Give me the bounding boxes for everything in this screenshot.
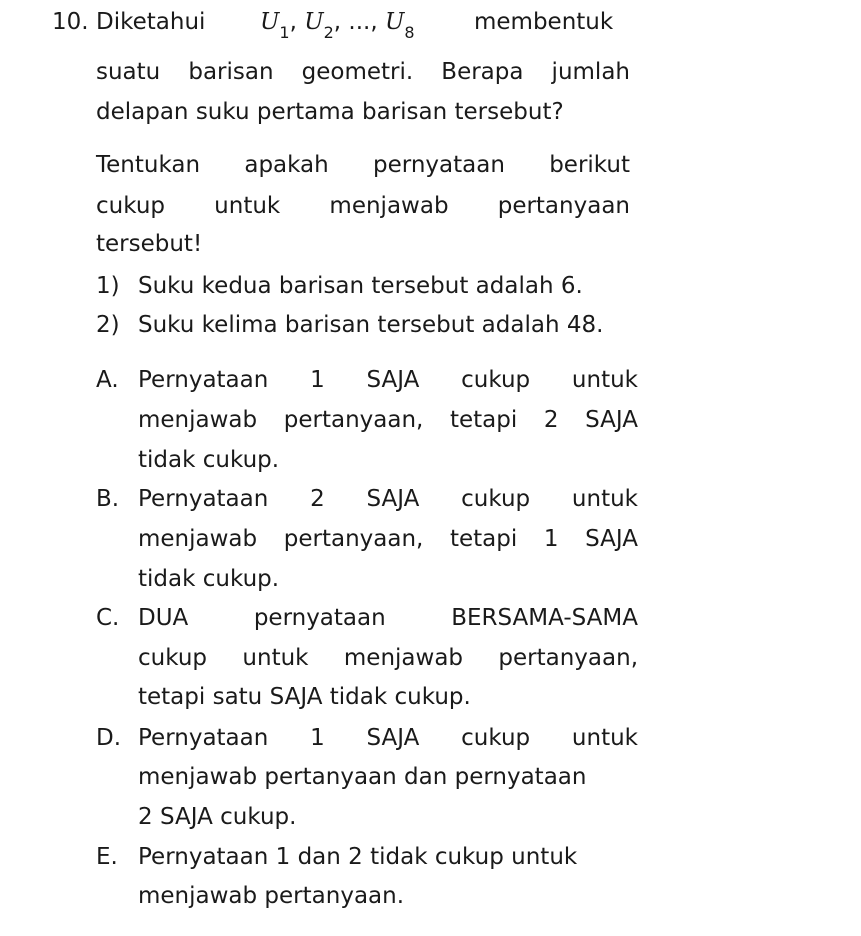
option-c-line: DUA pernyataan BERSAMA-SAMA	[138, 605, 638, 631]
option-a-label: A.	[96, 367, 119, 393]
instruction-line-1: Tentukan apakah pernyataan berikut	[96, 152, 630, 178]
math-symbol: U	[384, 9, 405, 35]
math-sub-2: 2	[323, 23, 334, 42]
option-c-label: C.	[96, 605, 120, 631]
instruction-line-2: cukup untuk menjawab pertanyaan	[96, 193, 630, 219]
question-intro-word: Diketahui	[96, 9, 206, 35]
option-c-line: cukup untuk menjawab pertanyaan,	[138, 645, 638, 671]
option-e-label: E.	[96, 844, 118, 870]
statement-text: Suku kedua barisan tersebut adalah 6.	[138, 273, 583, 299]
option-c-line: tetapi satu SAJA tidak cukup.	[138, 684, 471, 710]
instruction-line-3: tersebut!	[96, 231, 203, 257]
math-sub-1: 1	[279, 23, 290, 42]
option-b-line: menjawab pertanyaan, tetapi 1 SAJA	[138, 526, 638, 552]
statement-label: 1)	[96, 273, 120, 299]
math-sub-8: 8	[404, 23, 415, 42]
option-a-line: menjawab pertanyaan, tetapi 2 SAJA	[138, 407, 638, 433]
option-b-line: tidak cukup.	[138, 566, 280, 592]
option-d-label: D.	[96, 725, 122, 751]
option-d-line: 2 SAJA cukup.	[138, 804, 297, 830]
math-symbol: U	[260, 9, 280, 35]
question-number: 10.	[52, 9, 89, 35]
question-line-2: suatu barisan geometri. Berapa jumlah	[96, 59, 630, 85]
option-d-line: menjawab pertanyaan dan pernyataan	[138, 764, 587, 790]
math-ellipsis: , ...,	[333, 9, 385, 35]
option-a-line: tidak cukup.	[138, 447, 280, 473]
option-b-line: Pernyataan 2 SAJA cukup untuk	[138, 486, 638, 512]
option-d-line: Pernyataan 1 SAJA cukup untuk	[138, 725, 638, 751]
option-a-line: Pernyataan 1 SAJA cukup untuk	[138, 367, 638, 393]
option-e-line: Pernyataan 1 dan 2 tidak cukup untuk	[138, 844, 578, 870]
statement-label: 2)	[96, 312, 120, 338]
statement-text: Suku kelima barisan tersebut adalah 48.	[138, 312, 604, 338]
question-line-3: delapan suku pertama barisan tersebut?	[96, 99, 564, 125]
question-line1-end: membentuk	[474, 9, 614, 35]
sequence-notation: $U_1$, $U_2$, ..., $U_8$	[260, 9, 415, 42]
option-b-label: B.	[96, 486, 120, 512]
option-e-line: menjawab pertanyaan.	[138, 883, 405, 909]
math-symbol: U	[304, 9, 324, 35]
